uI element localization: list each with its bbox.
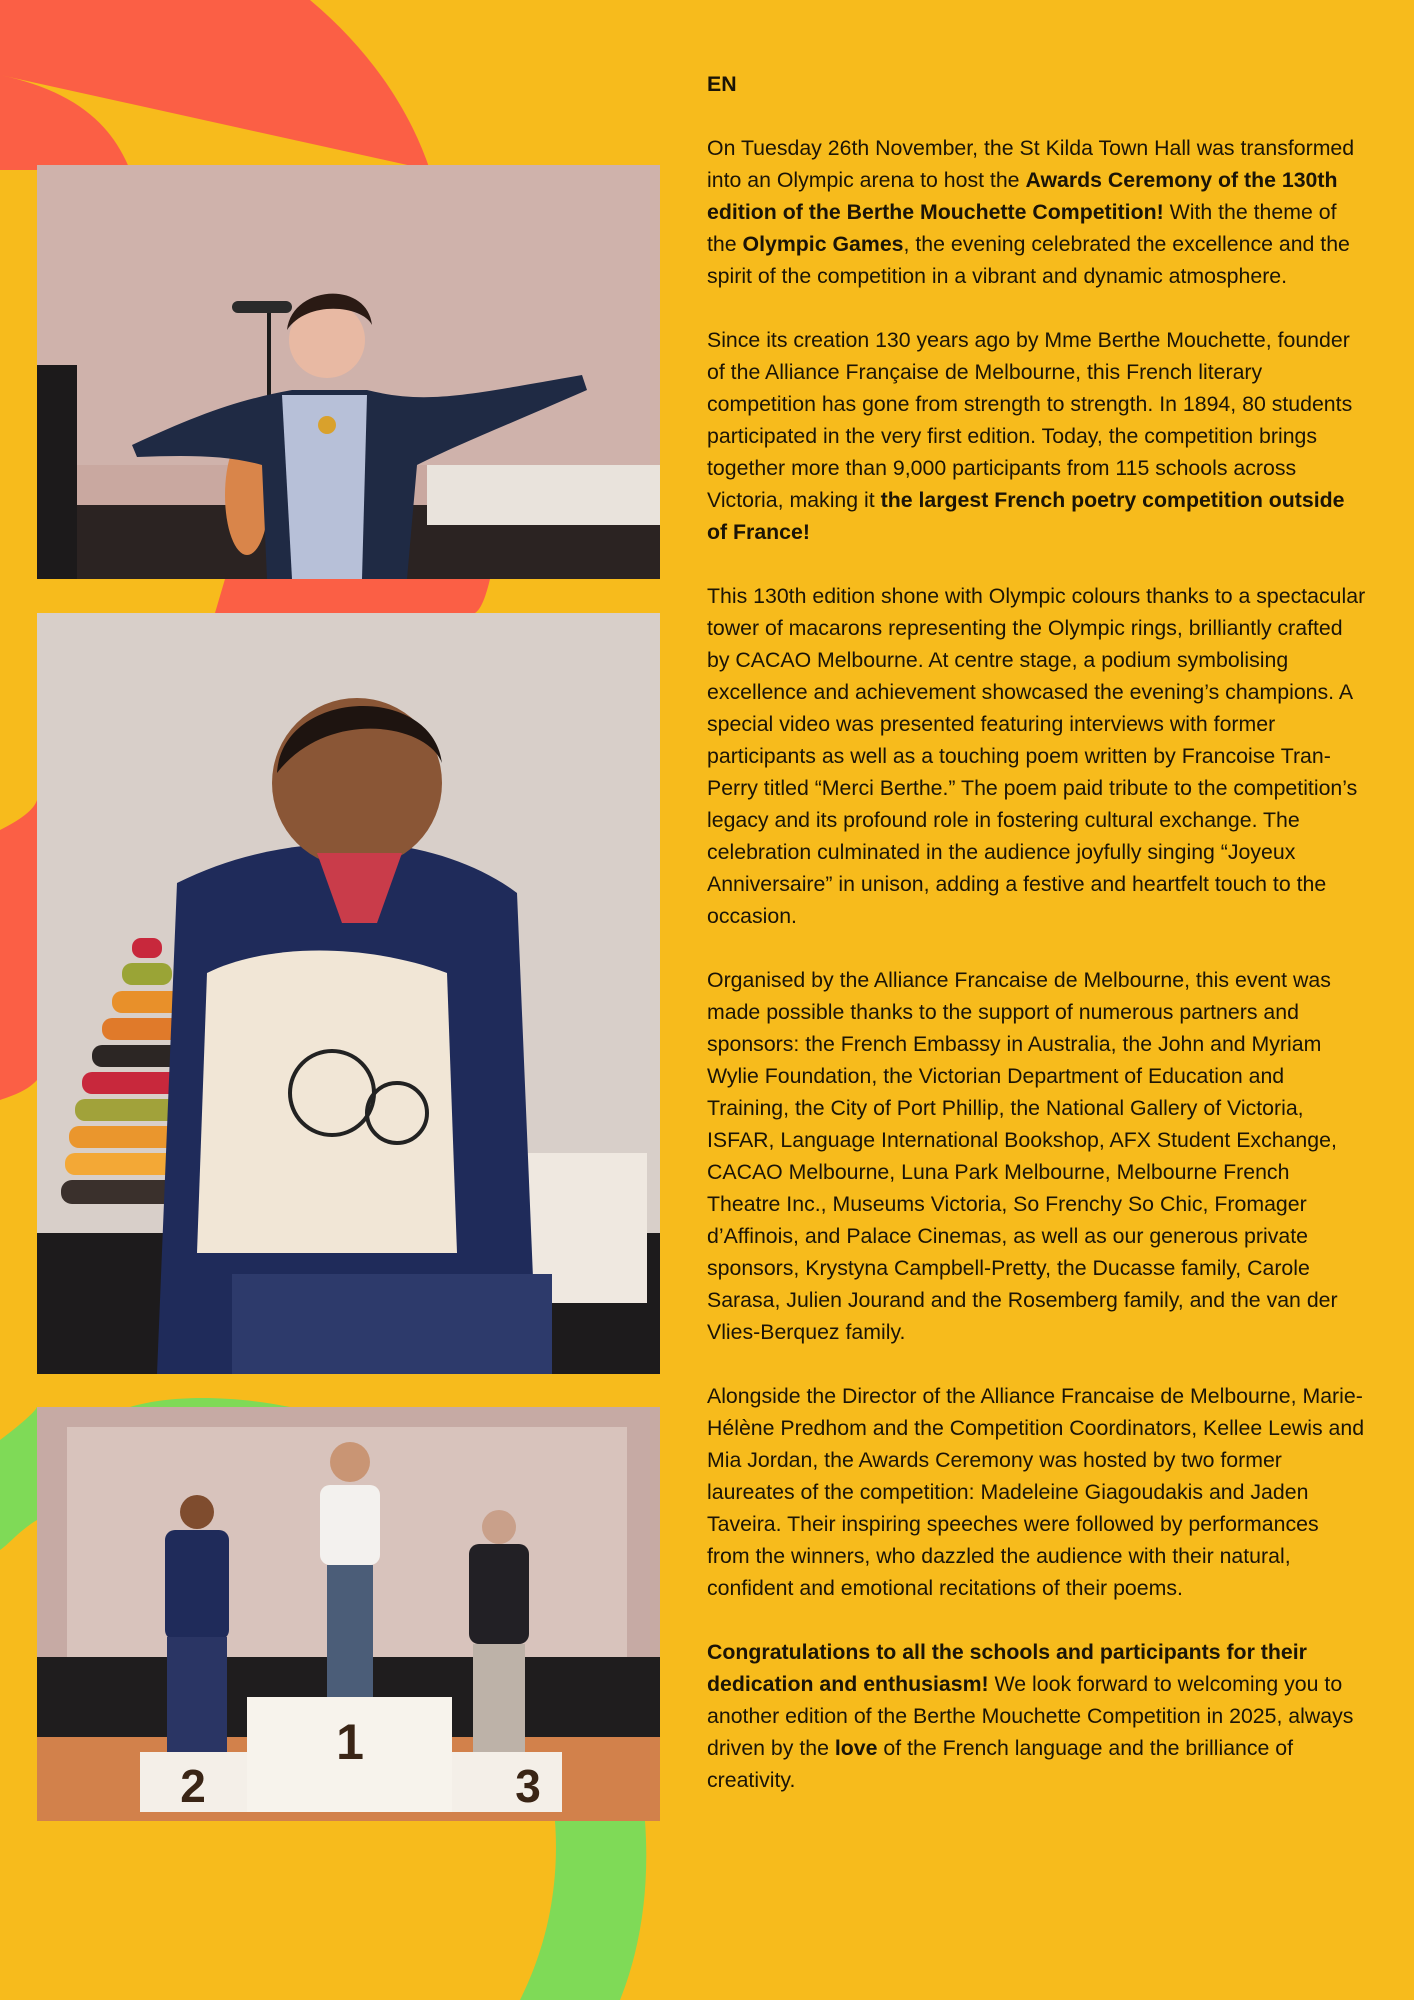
green-arc-top: [130, 1398, 290, 1407]
photo-student-with-tote-bag: [37, 613, 660, 1374]
p2-bold-1: the largest French poetry competition outside of France!: [707, 488, 1345, 544]
p3-text-1: This 130th edition shone with Olympic colours thanks to a spectacular tower of macarons representing the Olympic rings, brilliantly crafted by CACAO Melbourne. At centre stage, a podium symbolising excellence and achievement showcased the evening’s champions. A special video was presented featuring interviews with former participants as well as a touching poem written by Francoise Tran-Perry titled “Merci Berthe.” The poem paid tribute to the competition’s legacy and its profound role in fostering cultural exchange. The celebration culminated in the audience joyfully singing “Joyeux Anniversaire” in unison, adding a festive and heartfelt touch to the occasion.: [707, 584, 1366, 928]
coral-arc-top: [0, 0, 430, 170]
article-text-column: [707, 68, 1367, 1828]
p1-text-2: With the theme of the: [707, 200, 1337, 256]
p1-bold-2: Olympic Games: [742, 232, 904, 256]
paragraph-celebration: [707, 580, 1367, 932]
photo-podium-winners: [37, 1407, 660, 1821]
coral-left-blob: [0, 800, 37, 1100]
p4-text-1: Organised by the Alliance Francaise de Melbourne, this event was made possible thanks to the support of numerous partners and sponsors: the French Embassy in Australia, the John and Myriam Wylie Foundation, the Victorian Department of Education and Training, the City of Port Phillip, the National Gallery of Victoria, ISFAR, Language International Bookshop, AFX Student Exchange, CACAO Melbourne, Luna Park Melbourne, Melbourne French Theatre Inc., Museums Victoria, So Frenchy So Chic, Fromager d’Affinois, and Palace Cinemas, as well as our generous private sponsors, Krystyna Campbell-Pretty, the Ducasse family, Carole Sarasa, Julien Jourand and the Rosemberg family, and the van der Vlies-Berquez family.: [707, 968, 1338, 1344]
p6-text-1: We look forward to welcoming you to another edition of the Berthe Mouchette Competition in 2025, always driven by the: [707, 1672, 1354, 1760]
podium-third-number: 3: [515, 1760, 541, 1812]
p6-text-2: of the French language and the brilliance of creativity.: [707, 1736, 1294, 1792]
p1-bold-1: Awards Ceremony of the 130th edition of the Berthe Mouchette Competition!: [707, 168, 1338, 224]
p1-text-1: On Tuesday 26th November, the St Kilda Town Hall was transformed into an Olympic arena to host the: [707, 136, 1355, 192]
language-label: EN: [707, 72, 737, 96]
coral-band-mid: [215, 579, 490, 613]
p2-text-1: Since its creation 130 years ago by Mme Berthe Mouchette, founder of the Alliance Française de Melbourne, this French literary competition has gone from strength to strength. In 1894, 80 students participated in the very first edition. Today, the competition brings together more than 9,000 participants from 115 schools across Victoria, making it: [707, 328, 1353, 512]
green-arc-left: [0, 1407, 37, 1550]
paragraph-closing: [707, 1636, 1367, 1796]
p1-text-3: , the evening celebrated the excellence and the spirit of the competition in a vibrant and dynamic atmosphere.: [707, 232, 1350, 288]
p6-bold-2: love: [834, 1736, 878, 1760]
photo-performer-reciting: [37, 165, 660, 579]
paragraph-intro: [707, 132, 1367, 292]
p6-bold-1: Congratulations to all the schools and participants for their dedication and enthusiasm!: [707, 1640, 1307, 1696]
podium-first-number: 1: [336, 1714, 364, 1770]
paragraph-history: [707, 324, 1367, 548]
green-arc-bottom: [520, 1821, 646, 2000]
podium-second-number: 2: [180, 1760, 206, 1812]
p5-text-1: Alongside the Director of the Alliance Francaise de Melbourne, Marie-Hélène Predhom and the Competition Coordinators, Kellee Lewis and Mia Jordan, the Awards Ceremony was hosted by two former laureates of the competition: Madeleine Giagoudakis and Jaden Taveira. Their inspiring speeches were followed by performances from the winners, who dazzled the audience with their natural, confident and emotional recitations of their poems.: [707, 1384, 1365, 1600]
paragraph-hosts: [707, 1380, 1367, 1604]
paragraph-sponsors: [707, 964, 1367, 1348]
